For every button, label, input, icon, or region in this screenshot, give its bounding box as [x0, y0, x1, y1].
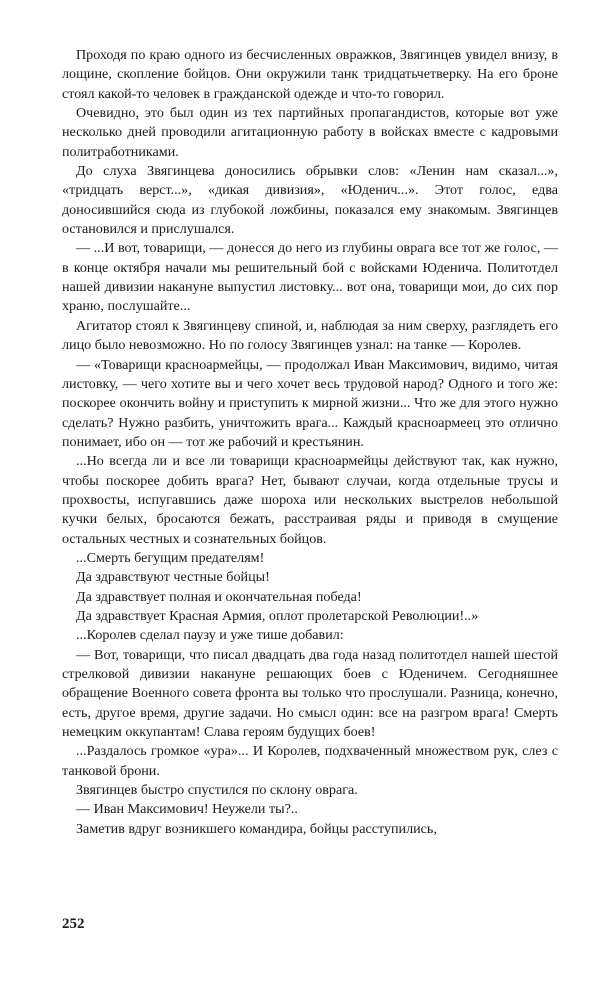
paragraph: ...Королев сделал паузу и уже тише добавил:	[76, 627, 344, 644]
paragraph: — ...И вот, товарищи, — донесся до него из глубины оврага все тот же голос, — в конце октября начали мы решительный бой с войсками Юденича. Политотдел нашей дивизии накануне выпустил листовку... вот она, товарищи мои, до сих пор храню, послушайте...	[62, 240, 558, 315]
paragraph: — Вот, товарищи, что писал двадцать два года назад политотдел нашей шестой стрелковой дивизии накануне решающих боев с Юденичем. Сегодняшнее обращение Военного совета фронта вы только что прослушали. Разница, конечно, есть, другое время, другие задачи. Но смысл один: все на разгром врага! Смерть немецким оккупантам! Слава героям будущих боев!	[62, 646, 558, 741]
paragraph: — Иван Максимович! Неужели ты?..	[76, 801, 298, 818]
paragraph: Да здравствует Красная Армия, оплот пролетарской Революции!..»	[76, 607, 479, 624]
paragraph: ...Но всегда ли и все ли товарищи красноармейцы действуют так, как нужно, чтобы поскорее добить врага? Нет, бывают случаи, когда отдельные трусы и прохвосты, испугавшись даже шороха или нескольких выстрелов небольшой кучки белых, бросаются бежать, расстраивая ряды и приводя в смущение остальных честных и сознательных бойцов.	[62, 453, 558, 547]
paragraph: Да здравствует полная и окончательная победа!	[76, 588, 362, 605]
paragraph: ...Раздалось громкое «ура»... И Королев, подхваченный множеством рук, слез с танковой брони.	[62, 743, 558, 779]
paragraph: Заметив вдруг возникшего командира, бойцы расступились,	[76, 820, 437, 837]
paragraph: Агитатор стоял к Звягинцеву спиной, и, наблюдая за ним сверху, разглядеть его лицо было невозможно. Но по голосу Звягинцев узнал: на танке — Королев.	[62, 317, 558, 354]
page-number: 252	[62, 916, 85, 932]
paragraph: Очевидно, это был один из тех партийных пропагандистов, которые вот уже несколько дней проводили агитационную работу в войсках вместе с кадровыми политработниками.	[62, 105, 558, 160]
paragraph: До слуха Звягинцева доносились обрывки слов: «Ленин нам сказал...», «тридцать верст...», «дикая дивизия», «Юденич...». Этот голос, едва доносившийся сюда из глубокой ложбины, показался ему знакомым. Звягинцев остановился и прислушался.	[62, 163, 558, 238]
paragraph: ...Смерть бегущим предателям!	[76, 549, 265, 566]
paragraph: — «Товарищи красноармейцы, — продолжал Иван Максимович, видимо, читая листовку, — чего хотите вы и чего хочет весь трудовой народ? Одного и того же: поскорее окончить войну и приступить к мирной жизни... Что же для этого нужно сделать? Нужно разбить, уничтожить врага... Каждый красноармеец это отлично понимает, ибо он — тот же рабочий и крестьянин.	[62, 356, 558, 450]
paragraph: Проходя по краю одного из бесчисленных овражков, Звягинцев увидел внизу, в лощине, скопление бойцов. Они окружили танк тридцатьчетверку. На его броне стоял какой-то человек в гражданской одежде и что-то говорил.	[62, 47, 558, 102]
paragraph: Звягинцев быстро спустился по склону оврага.	[76, 782, 358, 799]
paragraph: Да здравствуют честные бойцы!	[76, 569, 270, 586]
body-text	[62, 46, 558, 839]
